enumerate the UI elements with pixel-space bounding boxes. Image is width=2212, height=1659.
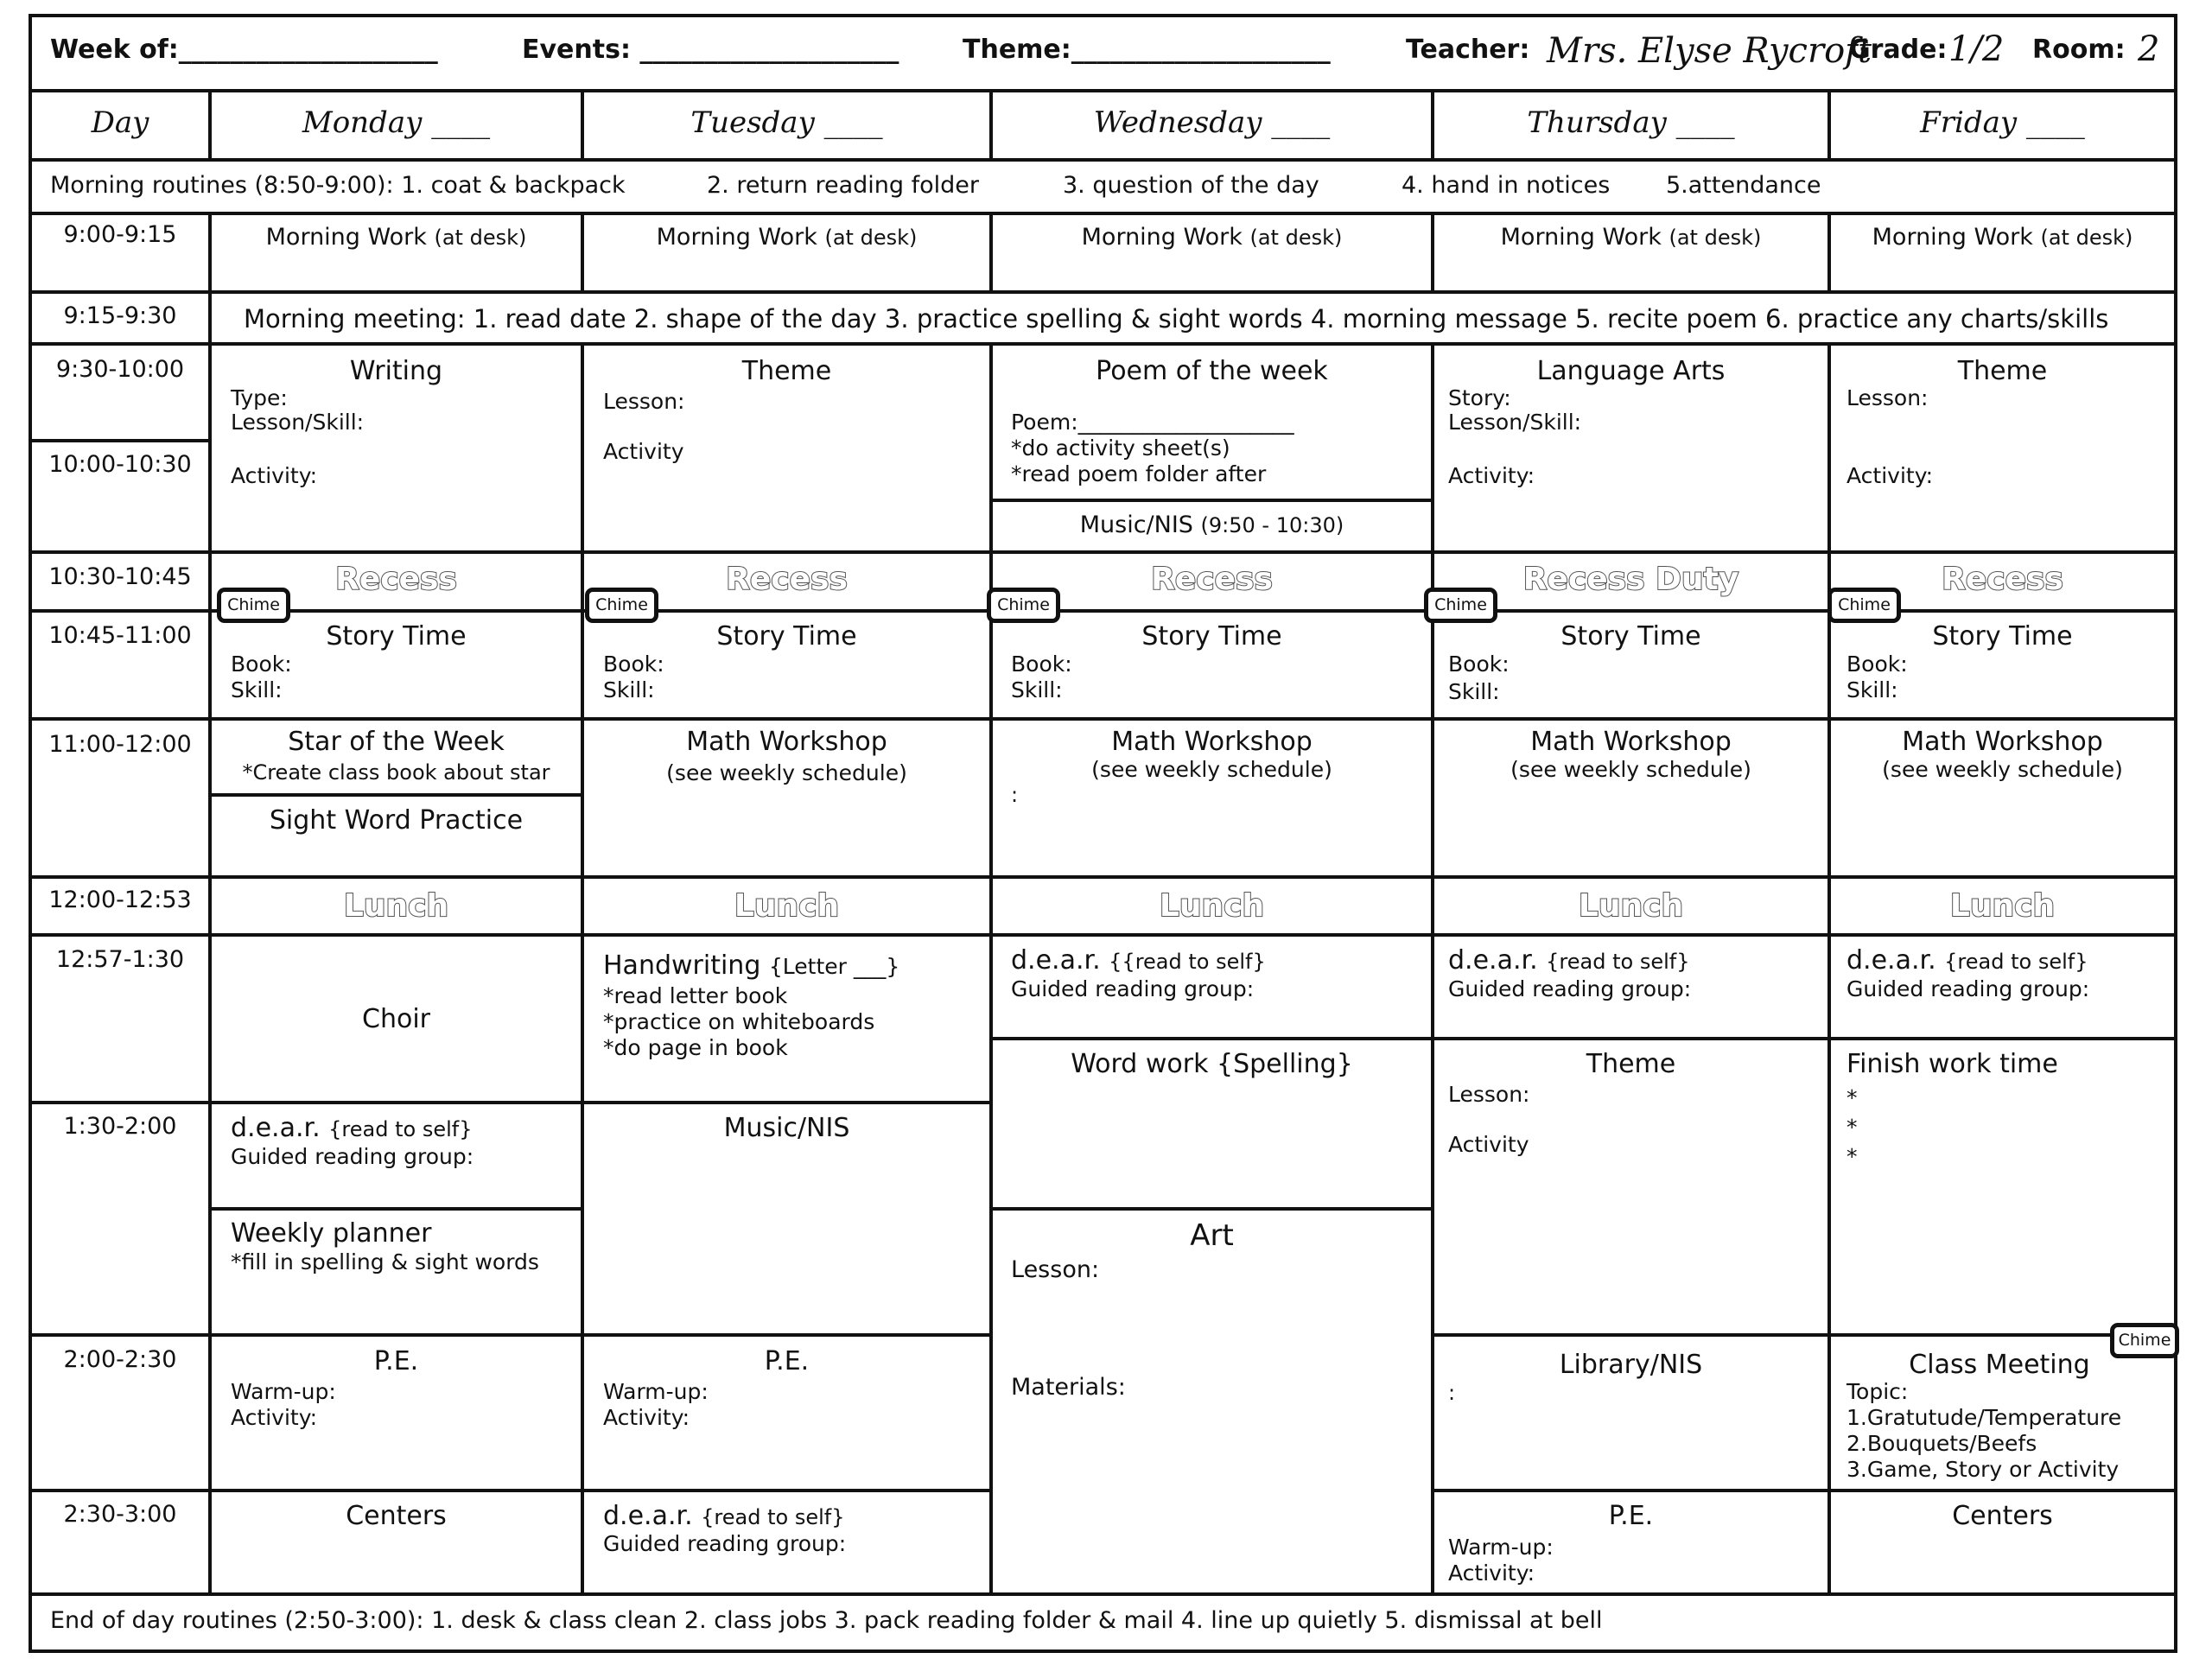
week-blank: ____________________ [178,35,438,65]
art-title: Art [1190,1218,1234,1253]
dear-fri: d.e.a.r. {read to self} [1847,945,2088,976]
handwriting-line-2: *practice on whiteboards [603,1009,875,1034]
writing-title: Writing [349,356,443,386]
writing-lesson: Lesson/Skill: [231,410,365,435]
rule-1257 [29,933,2177,937]
finish-work-title: Finish work time [1847,1049,2058,1079]
rule-end [29,1592,2177,1596]
thu-theme-title: Theme [1586,1049,1676,1079]
story-wed-title: Story Time [1141,621,1282,652]
rule-wed-fri-dear [990,1037,2177,1040]
writing-type: Type: [231,385,288,410]
sight-word-practice: Sight Word Practice [269,805,524,836]
morning-routines-lead: Morning routines (8:50-9:00): 1. coat & backpack [50,172,626,199]
tue-theme-title: Theme [741,356,832,386]
time-1030: 10:30-10:45 [48,563,192,590]
star-of-week-note: *Create class book about star [242,760,550,785]
wednesday-header: Wednesday ____ [1093,105,1331,140]
room-value: 2 [2138,29,2160,69]
story-fri-skill: Skill: [1847,677,1898,702]
story-tue-skill: Skill: [603,677,655,702]
end-of-day-routines: End of day routines (2:50-3:00): 1. desk & class clean 2. class jobs 3. pack reading folder & mail 4. line up quietly 5. dismissal at bell [50,1607,1603,1634]
story-thu-skill: Skill: [1448,679,1500,704]
language-arts-title: Language Arts [1536,356,1726,386]
fri-theme-activity: Activity: [1847,463,1934,488]
centers-fri: Centers [1952,1501,2053,1531]
morning-work-tue: Morning Work (at desk) [656,224,918,251]
grade-label: Grade: [1849,35,1948,65]
rule-wed-music [990,499,1433,502]
morning-work-mon: Morning Work (at desk) [265,224,527,251]
math-workshop-thu: Math Workshop [1530,727,1732,757]
math-note-thu: (see weekly schedule) [1510,757,1751,782]
recess-mon: Recess [335,562,457,597]
dear-mon: d.e.a.r. {read to self} [231,1113,473,1143]
handwriting-line-1: *read letter book [603,983,788,1008]
pe-mon-activity: Activity: [231,1405,318,1430]
lunch-tue: Lunch [734,888,840,924]
centers-mon: Centers [346,1501,447,1531]
time-130: 1:30-2:00 [63,1113,177,1140]
theme-label: Theme: [963,35,1071,65]
morning-work-thu: Morning Work (at desk) [1500,224,1762,251]
language-arts-lesson: Lesson/Skill: [1448,410,1582,435]
teacher-name: Mrs. Elyse Rycroft [1547,31,1872,71]
theme-blank: ____________________ [1071,35,1331,65]
vline-thu-3 [1827,342,1831,1592]
recess-duty-thu: Recess Duty [1522,562,1739,597]
lunch-wed: Lunch [1159,888,1265,924]
finish-star-3: * [1847,1144,1858,1169]
story-mon-title: Story Time [326,621,467,652]
lunch-thu: Lunch [1578,888,1684,924]
story-thu-book: Book: [1448,652,1510,677]
vline-mon-3 [581,342,584,1592]
week-label: Week of: [50,35,179,65]
dear-thu: d.e.a.r. {read to self} [1448,945,1690,976]
pe-tue-warmup: Warm-up: [603,1379,709,1404]
fri-theme-title: Theme [1957,356,2048,386]
rule-130 [29,1101,990,1104]
rule-915 [29,342,2177,346]
writing-activity: Activity: [231,463,318,488]
math-note-fri: (see weekly schedule) [1882,757,2123,782]
recess-wed: Recess [1151,562,1273,597]
guided-thu: Guided reading group: [1448,976,1692,1001]
pe-tue-activity: Activity: [603,1405,690,1430]
rule-230-right [1433,1489,2177,1492]
rule-1100 [29,717,2177,721]
math-workshop-tue: Math Workshop [686,727,887,757]
story-fri-book: Book: [1847,652,1908,677]
chime-badge-class-meeting: Chime [2110,1323,2179,1358]
pe-mon-title: P.E. [373,1346,419,1376]
lunch-mon: Lunch [343,888,449,924]
morning-routines-3: 3. question of the day [1063,172,1319,199]
rule-1200 [29,875,2177,879]
star-of-week-title: Star of the Week [288,727,505,757]
story-tue-book: Book: [603,652,664,677]
time-1100: 11:00-12:00 [48,731,192,758]
monday-header: Monday ____ [302,105,491,140]
tuesday-header: Tuesday ____ [690,105,883,140]
pe-mon-warmup: Warm-up: [231,1379,336,1404]
weekly-planner-title: Weekly planner [231,1218,432,1249]
thu-theme-activity: Activity [1448,1132,1529,1157]
rule-1030 [29,550,2177,554]
poem-activity-sheet: *do activity sheet(s) [1011,435,1230,461]
poem-title: Poem of the week [1096,356,1328,386]
room-label: Room: [2032,35,2126,65]
guided-mon: Guided reading group: [231,1144,474,1169]
morning-routines-2: 2. return reading folder [707,172,979,199]
rule-900 [29,290,2177,294]
guided-wed: Guided reading group: [1011,976,1255,1001]
guided-fri: Guided reading group: [1847,976,2090,1001]
lunch-fri: Lunch [1949,888,2056,924]
morning-work-fri: Morning Work (at desk) [1872,224,2133,251]
rule-wed-art [990,1207,1433,1211]
time-915: 9:15-9:30 [63,302,177,329]
morning-routines-4: 4. hand in notices [1402,172,1611,199]
story-wed-book: Book: [1011,652,1072,677]
finish-star-1: * [1847,1085,1858,1110]
library-nis: Library/NIS [1559,1350,1703,1380]
story-mon-book: Book: [231,652,292,677]
chime-badge-mon: Chime [217,588,290,623]
time-200: 2:00-2:30 [63,1346,177,1373]
vline-wed-3 [1431,342,1434,1592]
class-meeting-item-2: 2.Bouquets/Beefs [1847,1431,2037,1456]
rule-mon-sight [210,793,582,797]
teacher-label: Teacher: [1406,35,1530,65]
word-work-spelling: Word work {Spelling} [1071,1049,1353,1079]
chime-badge-wed: Chime [987,588,1060,623]
time-1045: 10:45-11:00 [48,622,192,649]
class-meeting-item-1: 1.Gratutude/Temperature [1847,1405,2122,1430]
rule-morning-routines [29,212,2177,215]
class-meeting-item-3: 3.Game, Story or Activity [1847,1457,2120,1482]
finish-star-2: * [1847,1115,1858,1140]
handwriting-line-3: *do page in book [603,1035,788,1060]
math-workshop-fri: Math Workshop [1902,727,2103,757]
time-1257: 12:57-1:30 [55,946,185,973]
class-meeting-topic: Topic: [1847,1379,1909,1404]
class-meeting-title: Class Meeting [1909,1350,2090,1380]
poem-line: Poem:____________________ [1011,410,1294,435]
tue-theme-lesson: Lesson: [603,389,685,414]
time-1200: 12:00-12:53 [48,887,192,913]
math-colon-wed: : [1011,783,1019,807]
dear-wed: d.e.a.r. {{read to self} [1011,945,1266,976]
chime-badge-tue: Chime [585,588,658,623]
weekly-planner-note: *fill in spelling & sight words [231,1249,539,1274]
pe-thu-warmup: Warm-up: [1448,1535,1554,1560]
guided-tue: Guided reading group: [603,1531,847,1556]
recess-fri: Recess [1942,562,2063,597]
day-header: Day [91,105,149,140]
story-wed-skill: Skill: [1011,677,1063,702]
morning-routines-5: 5.attendance [1666,172,1821,199]
story-fri-title: Story Time [1932,621,2073,652]
wed-music-nis: Music/NIS (9:50 - 10:30) [1079,512,1344,538]
chime-badge-thu: Chime [1424,588,1497,623]
friday-header: Friday ____ [1920,105,2085,140]
art-materials: Materials: [1011,1374,1126,1401]
rule-mon-planner [210,1207,582,1211]
story-tue-title: Story Time [716,621,857,652]
math-note-wed: (see weekly schedule) [1091,757,1332,782]
language-arts-activity: Activity: [1448,463,1535,488]
thu-theme-lesson: Lesson: [1448,1082,1530,1107]
pe-tue-title: P.E. [764,1346,810,1376]
tue-theme-activity: Activity [603,439,684,464]
events-blank: ____________________ [639,35,899,65]
grade-value: 1/2 [1948,29,2005,69]
dear-tue: d.e.a.r. {read to self} [603,1501,845,1531]
morning-meeting: Morning meeting: 1. read date 2. shape of the day 3. practice spelling & sight words 4. morning message 5. recite poem 6. practice any charts/skills [244,304,2109,334]
events-label: Events: [522,35,631,65]
poem-folder: *read poem folder after [1011,461,1267,486]
math-workshop-wed: Math Workshop [1111,727,1313,757]
recess-tue: Recess [726,562,848,597]
thursday-header: Thursday ____ [1527,105,1735,140]
rule-230-left [29,1489,990,1492]
tue-music-nis: Music/NIS [723,1113,850,1143]
morning-work-wed: Morning Work (at desk) [1081,224,1343,251]
time-230: 2:30-3:00 [63,1501,177,1528]
header-week [50,35,438,65]
pe-thu-activity: Activity: [1448,1560,1535,1586]
rule-days [29,158,2177,162]
rule-200-left [29,1333,990,1337]
story-thu-title: Story Time [1560,621,1701,652]
story-mon-skill: Skill: [231,677,283,702]
rule-200-right [1433,1333,2177,1337]
library-colon: : [1448,1381,1456,1405]
rule-header [29,89,2177,92]
chime-badge-fri: Chime [1827,588,1901,623]
rule-1000-time [29,439,210,442]
language-arts-story: Story: [1448,385,1511,410]
choir: Choir [362,1004,430,1034]
time-930: 9:30-10:00 [55,356,185,383]
pe-thu-title: P.E. [1608,1501,1654,1531]
header-theme [963,35,1331,65]
fri-theme-lesson: Lesson: [1847,385,1929,410]
art-lesson: Lesson: [1011,1256,1100,1283]
header-events [522,35,899,65]
handwriting-title: Handwriting {Letter ___} [603,950,900,981]
time-900: 9:00-9:15 [63,221,177,248]
time-1000: 10:00-10:30 [48,451,192,478]
math-note-tue: (see weekly schedule) [666,760,907,785]
